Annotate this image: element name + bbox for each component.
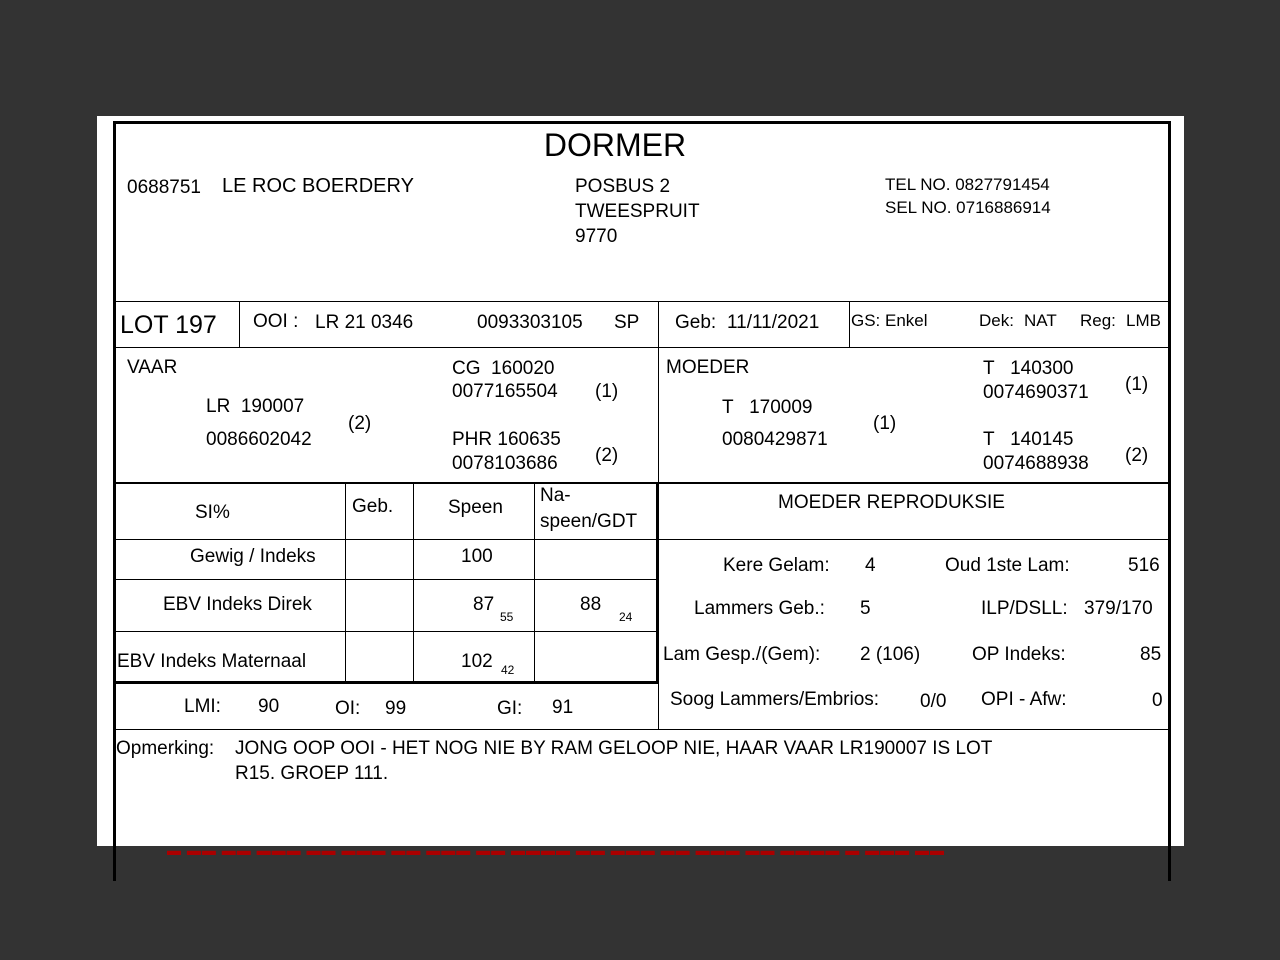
sire-label: VAAR: [127, 357, 178, 378]
naspeen-accuracy: 24: [619, 610, 633, 624]
tel-number: TEL NO. 0827791454: [885, 175, 1050, 194]
birth-label: Geb:: [675, 312, 717, 333]
gi-label: GI:: [497, 698, 523, 719]
divider: [658, 539, 1171, 540]
address-line: 9770: [575, 226, 618, 247]
speen-accuracy: 42: [501, 663, 515, 677]
reg-value: LMB: [1126, 311, 1161, 330]
reg-label: Reg:: [1080, 311, 1116, 330]
catalog-card: [97, 116, 1184, 858]
divider: [113, 729, 1171, 730]
row-label: EBV Indeks Maternaal: [117, 651, 307, 672]
naspeen-header: Na-: [540, 485, 571, 506]
divider: [534, 484, 535, 682]
dek-label: Dek:: [979, 311, 1014, 330]
paternal-granddam-mark: (2): [595, 445, 619, 466]
sire-number: 0086602042: [206, 429, 312, 450]
naspeen-header: speen/GDT: [540, 511, 638, 532]
dam-label: MOEDER: [666, 357, 750, 378]
repro-value: 379/170: [1084, 598, 1153, 619]
paternal-grandsire-id: CG 160020: [452, 358, 555, 379]
lot-number: LOT 197: [120, 311, 217, 339]
divider: [113, 631, 658, 632]
maternal-granddam-id: T 140145: [983, 429, 1074, 450]
repro-value: 85: [1140, 644, 1162, 665]
divider: [113, 347, 1171, 348]
oi-value: 99: [385, 698, 407, 719]
row-label: Gewig / Indeks: [190, 546, 316, 567]
divider: [656, 484, 659, 682]
remark-text: JONG OOP OOI - HET NOG NIE BY RAM GELOOP NIE, HAAR VAAR LR190007 IS LOT: [235, 738, 993, 759]
divider: [345, 484, 346, 682]
speen-header: Speen: [448, 497, 503, 518]
row-label: EBV Indeks Direk: [163, 594, 312, 615]
gi-value: 91: [552, 697, 574, 718]
paternal-granddam-number: 0078103686: [452, 453, 558, 474]
birth-status: GS: Enkel: [851, 311, 928, 330]
geb-header: Geb.: [352, 496, 394, 517]
dam-number: 0080429871: [722, 429, 828, 450]
repro-label: Oud 1ste Lam:: [945, 555, 1070, 576]
paternal-grandsire-mark: (1): [595, 381, 619, 402]
dam-id: T 170009: [722, 397, 813, 418]
repro-value: 4: [865, 555, 876, 576]
address-line: POSBUS 2: [575, 176, 671, 197]
speen-value: 102: [461, 651, 493, 672]
si-header: SI%: [195, 502, 230, 523]
repro-value: 516: [1128, 555, 1160, 576]
divider: [113, 482, 1171, 484]
speen-value: 87: [473, 594, 495, 615]
maternal-grandsire-mark: (1): [1125, 374, 1149, 395]
repro-label: ILP/DSLL:: [981, 598, 1068, 619]
speen-accuracy: 55: [500, 610, 514, 624]
ooi-id: LR 21 0346: [315, 312, 414, 333]
speen-value: 100: [461, 546, 493, 567]
animal-number: 0093303105: [477, 312, 583, 333]
remark-text: R15. GROEP 111.: [235, 763, 389, 784]
repro-label: Lammers Geb.:: [694, 598, 825, 619]
breed-title: DORMER: [543, 127, 687, 163]
sel-number: SEL NO. 0716886914: [885, 198, 1051, 217]
repro-value: 0/0: [920, 691, 947, 712]
sp-code: SP: [614, 312, 640, 333]
maternal-grandsire-number: 0074690371: [983, 382, 1089, 403]
paternal-grandsire-number: 0077165504: [452, 381, 558, 402]
ooi-label: OOI :: [253, 311, 299, 332]
divider: [413, 484, 414, 682]
owner-name: LE ROC BOERDERY: [222, 175, 414, 197]
owner-code: 0688751: [127, 177, 201, 198]
dek-value: NAT: [1024, 311, 1057, 330]
divider: [113, 579, 658, 580]
lmi-value: 90: [258, 696, 280, 717]
repro-label: Soog Lammers/Embrios:: [670, 689, 880, 710]
divider: [113, 539, 658, 540]
dam-mark: (1): [873, 413, 897, 434]
sire-mark: (2): [348, 413, 372, 434]
repro-value: 0: [1152, 690, 1163, 711]
divider: [849, 301, 850, 347]
maternal-grandsire-id: T 140300: [983, 358, 1074, 379]
repro-label: Kere Gelam:: [723, 555, 830, 576]
repro-label: OPI - Afw:: [981, 689, 1067, 710]
repro-label: Lam Gesp./(Gem):: [663, 644, 821, 665]
naspeen-value: 88: [580, 594, 602, 615]
maternal-granddam-number: 0074688938: [983, 453, 1089, 474]
birth-date: 11/11/2021: [727, 312, 820, 333]
paternal-granddam-id: PHR 160635: [452, 429, 561, 450]
repro-value: 5: [860, 598, 871, 619]
address-line: TWEESPRUIT: [575, 201, 700, 222]
divider: [113, 681, 658, 684]
divider: [113, 301, 1171, 302]
reproduction-title: MOEDER REPRODUKSIE: [778, 492, 1005, 513]
maternal-granddam-mark: (2): [1125, 445, 1149, 466]
remark-label: Opmerking:: [116, 738, 215, 759]
repro-label: OP Indeks:: [972, 644, 1066, 665]
repro-value: 2 (106): [860, 644, 921, 665]
oi-label: OI:: [335, 698, 361, 719]
cut-off-footer: ▬ ▬▬ ▬▬ ▬▬▬ ▬▬ ▬▬▬ ▬▬ ▬▬▬ ▬▬ ▬▬▬▬ ▬▬ ▬▬▬ ▬▬ ▬▬▬ ▬▬ ▬▬▬▬ ▬ ▬▬▬ ▬▬: [167, 842, 946, 858]
divider: [239, 301, 240, 347]
lmi-label: LMI:: [184, 696, 221, 717]
sire-id: LR 190007: [206, 396, 305, 417]
